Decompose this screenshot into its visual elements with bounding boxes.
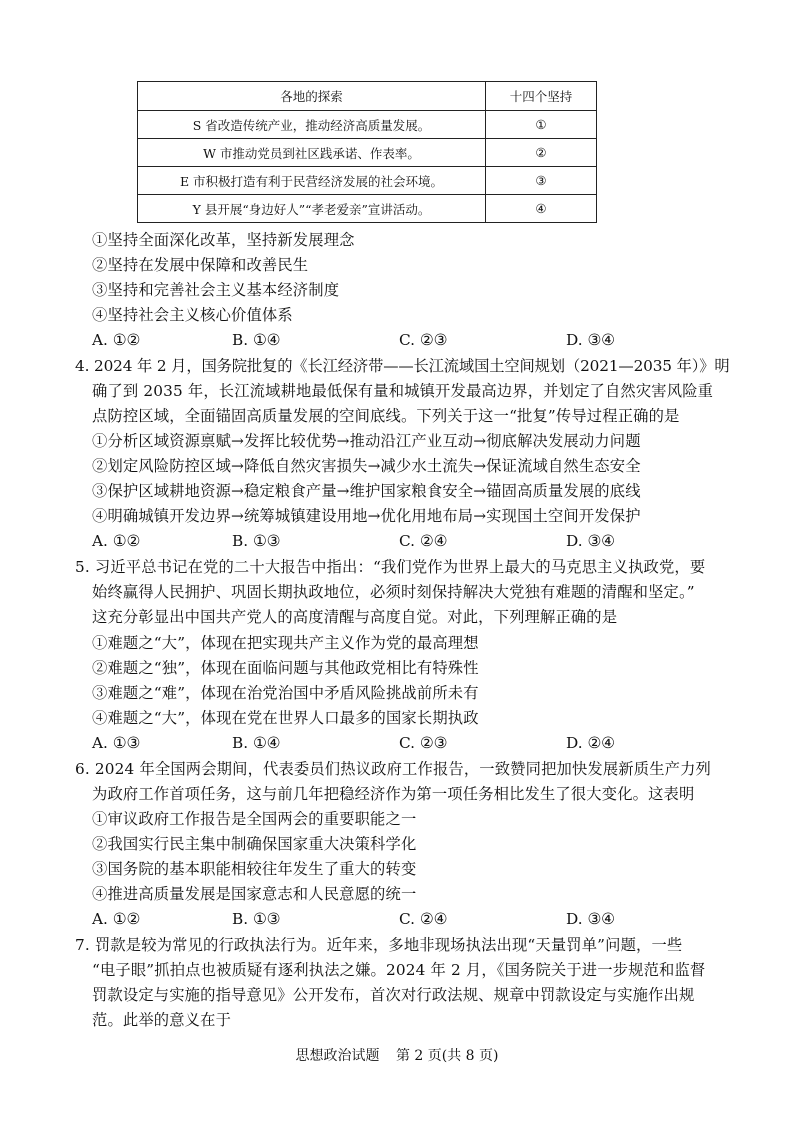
q6-option-b: B. ①③ <box>232 910 281 928</box>
q3-option-d: D. ③④ <box>566 331 615 349</box>
q3-statement: ④坚持社会主义核心价值体系 <box>92 306 293 324</box>
q4-option-b: B. ①③ <box>232 532 281 550</box>
q6-stem-line: 6. 2024 年全国两会期间，代表委员们热议政府工作报告，一致赞同把加快发展新质生产力列 <box>75 760 711 778</box>
q4-statement: ③保护区域耕地资源→稳定粮食产量→维护国家粮食安全→锚固高质量发展的底线 <box>92 482 641 500</box>
table-row <box>138 139 597 167</box>
q5-stem-line: 这充分彰显出中国共产党人的高度清醒与高度自觉。对此，下列理解正确的是 <box>92 608 618 626</box>
q7-stem-line: 范。此举的意义在于 <box>92 1011 232 1029</box>
table-cell: Y 县开展“身边好人”“孝老爱亲”宣讲活动。 <box>138 195 486 223</box>
q3-statement: ③坚持和完善社会主义基本经济制度 <box>92 281 340 299</box>
page-footer <box>0 1046 794 1066</box>
q4-statement: ①分析区域资源禀赋→发挥比较优势→推动沿江产业互动→彻底解决发展动力问题 <box>92 432 641 450</box>
q6-statement: ③国务院的基本职能相较往年发生了重大的转变 <box>92 860 417 878</box>
q5-stem-line: 5. 习近平总书记在党的二十大报告中指出：“我们党作为世界上最大的马克思主义执政党，要 <box>75 558 706 576</box>
table-header-cell: 十四个坚持 <box>486 82 597 111</box>
q6-statement: ②我国实行民主集中制确保国家重大决策科学化 <box>92 835 417 853</box>
q6-statement: ①审议政府工作报告是全国两会的重要职能之一 <box>92 810 417 828</box>
table-row <box>138 111 597 139</box>
exploration-table <box>137 81 597 223</box>
q4-stem-line: 4. 2024 年 2 月，国务院批复的《长江经济带——长江流域国土空间规划（2021—2035 年）》明 <box>75 357 730 375</box>
q6-option-d: D. ③④ <box>566 910 615 928</box>
q6-stem-line: 为政府工作首项任务，这与前几年把稳经济作为第一项任务相比发生了很大变化。这表明 <box>92 785 695 803</box>
table-row <box>138 167 597 195</box>
table-header-cell: 各地的探索 <box>138 82 486 111</box>
table-cell: ③ <box>486 167 597 195</box>
q5-option-c: C. ②③ <box>399 734 448 752</box>
q3-statement: ①坚持全面深化改革，坚持新发展理念 <box>92 231 355 249</box>
q6-option-a: A. ①② <box>92 910 141 928</box>
table-cell: ④ <box>486 195 597 223</box>
q6-option-c: C. ②④ <box>399 910 448 928</box>
q3-option-b: B. ①④ <box>232 331 281 349</box>
table-row <box>138 195 597 223</box>
q3-option-c: C. ②③ <box>399 331 448 349</box>
q5-statement: ①难题之“大”，体现在把实现共产主义作为党的最高理想 <box>92 634 479 652</box>
q4-stem-line: 点防控区域，全面锚固高质量发展的空间底线。下列关于这一“批复”传导过程正确的是 <box>92 407 680 425</box>
table-cell: S 省改造传统产业，推动经济高质量发展。 <box>138 111 486 139</box>
footer-subject: 思想政治试题 <box>295 1048 380 1064</box>
table-cell: ② <box>486 139 597 167</box>
table-cell: ① <box>486 111 597 139</box>
q4-option-c: C. ②④ <box>399 532 448 550</box>
q6-statement: ④推进高质量发展是国家意志和人民意愿的统一 <box>92 885 417 903</box>
table-cell: W 市推动党员到社区践承诺、作表率。 <box>138 139 486 167</box>
q5-option-d: D. ②④ <box>566 734 615 752</box>
q4-statement: ②划定风险防控区域→降低自然灾害损失→减少水土流失→保证流域自然生态安全 <box>92 457 641 475</box>
table-header-row <box>138 82 597 111</box>
q4-option-a: A. ①② <box>92 532 141 550</box>
q5-option-b: B. ①④ <box>232 734 281 752</box>
table-cell: E 市积极打造有利于民营经济发展的社会环境。 <box>138 167 486 195</box>
q5-statement: ④难题之“大”，体现在党在世界人口最多的国家长期执政 <box>92 709 479 727</box>
q5-statement: ③难题之“难”，体现在治党治国中矛盾风险挑战前所未有 <box>92 684 479 702</box>
q4-statement: ④明确城镇开发边界→统筹城镇建设用地→优化用地布局→实现国土空间开发保护 <box>92 507 641 525</box>
q7-stem-line: 7. 罚款是较为常见的行政执法行为。近年来，多地非现场执法出现“天量罚单”问题，一些 <box>75 936 683 954</box>
q4-option-d: D. ③④ <box>566 532 615 550</box>
q3-statement: ②坚持在发展中保障和改善民生 <box>92 256 309 274</box>
q7-stem-line: “电子眼”抓拍点也被质疑有逐利执法之嫌。2024 年 2 月，《国务院关于进一步规范和监督 <box>92 961 706 979</box>
q7-stem-line: 罚款设定与实施的指导意见》公开发布，首次对行政法规、规章中罚款设定与实施作出规 <box>92 986 695 1004</box>
q4-stem-line: 确了到 2035 年，长江流域耕地最低保有量和城镇开发最高边界，并划定了自然灾害风险重 <box>92 382 714 400</box>
footer-page-number: 第 2 页(共 8 页) <box>395 1048 499 1064</box>
q3-option-a: A. ①② <box>92 331 141 349</box>
q5-stem-line: 始终赢得人民拥护、巩固长期执政地位，必须时刻保持解决大党独有难题的清醒和坚定。” <box>92 583 695 601</box>
q5-option-a: A. ①③ <box>92 734 141 752</box>
q5-statement: ②难题之“独”，体现在面临问题与其他政党相比有特殊性 <box>92 659 479 677</box>
